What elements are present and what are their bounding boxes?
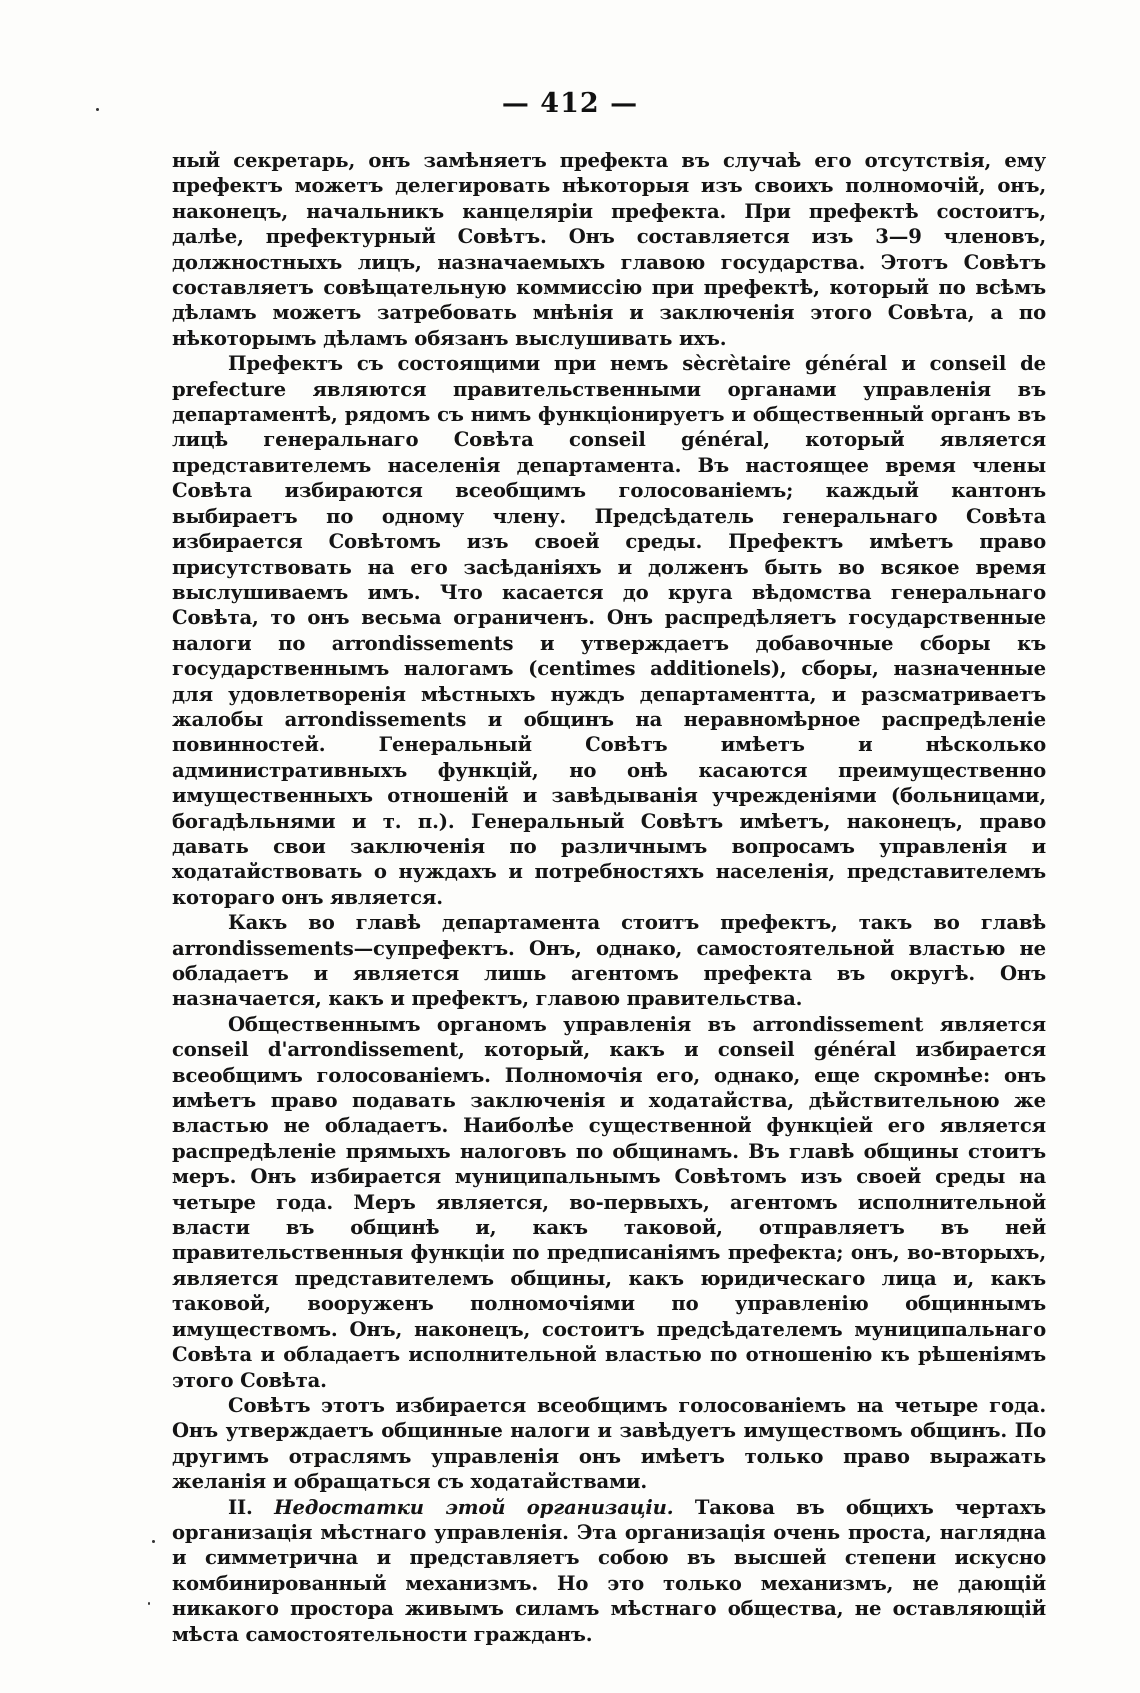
page-number: — 412 —: [501, 88, 639, 119]
paragraph-6: [172, 1495, 1046, 1647]
paragraph-4: Общественнымъ органомъ управленія въ arrondissement является conseil d'arrondissement, который, какъ и conseil général избирается всеобщимъ голосованіемъ. Полномочія его, однако, еще скромнѣе: онъ имѣетъ право подавать заключенія и ходатайства, дѣйствительною же властью не обладаетъ. Наиболѣе существенной функціей его является распредѣленіе прямыхъ налоговъ по общинамъ. Въ главѣ общины стоитъ меръ. Онъ избирается муниципальнымъ Совѣтомъ изъ своей среды на четыре года. Меръ является, во-первыхъ, агентомъ исполнительной власти въ общинѣ и, какъ таковой, отправляетъ въ ней правительственныя функціи по предписаніямъ префекта; онъ, во-вторыхъ, является представителемъ общины, какъ юридическаго лица и, какъ таковой, вооруженъ полномочіями по управленію общиннымъ имуществомъ. Онъ, наконецъ, состоитъ предсѣдателемъ муниципальнаго Совѣта и обладаетъ исполнительной властью по отношенію къ рѣшеніямъ этого Совѣта.: [172, 1012, 1046, 1392]
section-heading: Недостатки этой организаціи.: [274, 1495, 674, 1519]
paragraph-3: Какъ во главѣ департамента стоитъ префектъ, такъ во главѣ arrondissements—супрефектъ. Онъ, однако, самостоятельной властью не обладаетъ и является лишь агентомъ префекта въ округѣ. Онъ назначается, какъ и префектъ, главою правительства.: [172, 911, 1046, 1011]
section-text: Такова въ общихъ чертахъ организація мѣстнаго управленія. Эта организація очень проста, наглядна и симметрична и представляетъ собою въ высшей степени искусно комбинированный механизмъ. Но это только механизмъ, не дающій никакого простора живымъ силамъ мѣстнаго общества, не оставляющій мѣста самостоятельности гражданъ.: [172, 1495, 1046, 1646]
scan-speck: [96, 108, 99, 111]
scan-speck: [148, 1602, 150, 1605]
paragraph-1: ный секретарь, онъ замѣняетъ префекта въ случаѣ его отсутствія, ему префектъ можетъ делегировать нѣкоторыя изъ своихъ полномочій, онъ, наконецъ, начальникъ канцеляріи префекта. При префектѣ состоитъ, далѣе, префектурный Совѣтъ. Онъ составляется изъ 3—9 членовъ, должностныхъ лицъ, назначаемыхъ главою государства. Этотъ Совѣтъ составляетъ совѣщательную коммиссію при префектѣ, который по всѣмъ дѣламъ можетъ затребовать мнѣнія и заключенія этого Совѣта, а по нѣкоторымъ дѣламъ обязанъ выслушивать ихъ.: [172, 149, 1046, 350]
paragraph-2: Префектъ съ состоящими при немъ sècrètaire général и conseil de prefecture являются правительственными органами управленія въ департаментѣ, рядомъ съ нимъ функціонируетъ и общественный органъ въ лицѣ генеральнаго Совѣта conseil général, который является представителемъ населенія департамента. Въ настоящее время члены Совѣта избираются всеобщимъ голосованіемъ; каждый кантонъ выбираетъ по одному члену. Предсѣдатель генеральнаго Совѣта избирается Совѣтомъ изъ своей среды. Префектъ имѣетъ право присутствовать на его засѣданіяхъ и долженъ быть во всякое время выслушиваемъ имъ. Что касается до круга вѣдомства генеральнаго Совѣта, то онъ весьма ограниченъ. Онъ распредѣляетъ государственные налоги по arrondissements и утверждаетъ добавочные сборы къ государственнымъ налогамъ (centimes additionels), сборы, назначенные для удовлетворенія мѣстныхъ нуждъ департаментта, и разсматриваетъ жалобы arrondissements и общинъ на неравномѣрное распредѣленіе повинностей. Генеральный Совѣтъ имѣетъ и нѣсколько административныхъ функцій, но онѣ касаются преимущественно имущественныхъ отношеній и завѣдыванія учрежденіями (больницами, богадѣльнями и т. п.). Генеральный Совѣтъ имѣетъ, наконецъ, право давать свои заключенія по различнымъ вопросамъ управленія и ходатайствовать о нуждахъ и потребностяхъ населенія, представителемъ котораго онъ является.: [172, 352, 1046, 909]
scan-speck: [152, 1540, 155, 1543]
paragraph-5: Совѣтъ этотъ избирается всеобщимъ голосованіемъ на четыре года. Онъ утверждаетъ общинные налоги и завѣдуетъ имуществомъ общинъ. По другимъ отраслямъ управленія онъ имѣетъ только право выражать желанія и обращаться съ ходатайствами.: [172, 1393, 1046, 1494]
page-body: [172, 148, 1046, 1647]
section-numeral: II.: [228, 1495, 253, 1519]
